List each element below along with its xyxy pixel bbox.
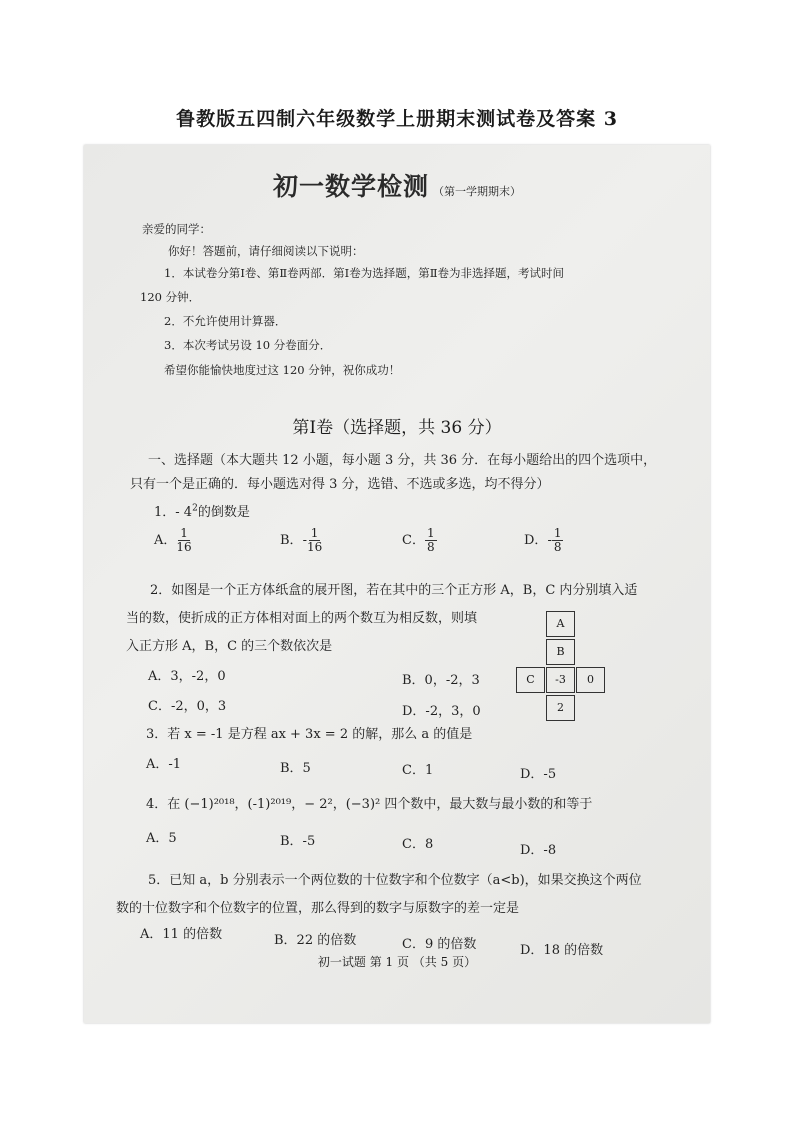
rule-3: 3．本次考试另设 10 分卷面分． [164, 338, 332, 352]
q4-option-b: B．-5 [280, 834, 316, 849]
section-instructions-1: 一、选择题（本大题共 12 小题，每小题 3 分，共 36 分．在每小题给出的四个选项中， [148, 453, 657, 468]
q4-stem: 4．在 (−1)²⁰¹⁸，(-1)²⁰¹⁹，− 2²，(−3)² 四个数中，最大数与最小数的和等于 [146, 797, 593, 812]
part-1-title: 第Ⅰ卷（选择题，共 36 分） [292, 418, 502, 438]
exam-page-photo [84, 145, 710, 1023]
exam-title [84, 167, 710, 203]
cube-net-diagram [516, 611, 606, 721]
q5-stem-line-2: 数的十位数字和个位数字的位置，那么得到的数字与原数字的差一定是 [116, 901, 520, 916]
q3-stem: 3．若 x = -1 是方程 ax + 3x = 2 的解，那么 a 的值是 [146, 727, 473, 742]
q2-option-b: B．0，-2，3 [402, 673, 480, 688]
q5-option-a: A．11 的倍数 [140, 927, 223, 942]
cube-cell-c: C [516, 667, 545, 693]
q3-option-b: B．5 [280, 761, 311, 776]
section-instructions-2: 只有一个是正确的．每小题选对得 3 分，选错、不选或多选，均不得分） [130, 477, 550, 492]
q4-option-c: C．8 [402, 837, 434, 852]
q5-stem-line-1: 5．已知 a，b 分别表示一个两位数的十位数字和个位数字（a<b)，如果交换这个两位 [148, 873, 642, 888]
page-footer: 初一试题 第 1 页 （共 5 页） [317, 955, 477, 969]
q1-stem: 1．- $4^2$的倒数是 [154, 503, 250, 520]
cube-cell-2: 2 [546, 695, 575, 721]
q1-option-d: D．- $\frac{1}{8}$ [524, 526, 562, 554]
exam-title-sub: （第一学期期末） [433, 185, 521, 198]
q1-option-b: B．- $\frac{1}{16}$ [280, 526, 323, 554]
cube-cell-b: B [546, 639, 575, 665]
q1-option-a: A． $\frac{1}{16}$ [154, 526, 192, 554]
rule-2: 2．不允许使用计算器． [164, 314, 287, 328]
exam-title-main: 初一数学检测 [272, 172, 429, 201]
q3-option-d: D．-5 [520, 767, 557, 782]
q1-option-c: C． $\frac{1}{8}$ [402, 526, 435, 554]
q2-stem-line-2: 当的数，使折成的正方体相对面上的两个数互为相反数，则填 [126, 611, 478, 626]
q5-option-d: D．18 的倍数 [520, 943, 604, 958]
rule-1-line-2: 120 分钟． [140, 290, 201, 304]
q2-stem-line-3: 入正方形 A，B，C 的三个数依次是 [126, 639, 333, 654]
intro: 你好！答题前，请仔细阅读以下说明： [168, 244, 364, 258]
document-title: 鲁教版五四制六年级数学上册期末测试卷及答案 3 [176, 108, 618, 130]
q2-stem-line-1: 2．如图是一个正方体纸盒的展开图，若在其中的三个正方形 A，B，C 内分别填入适 [150, 583, 638, 598]
cube-cell-a: A [546, 611, 575, 637]
cube-cell-minus-3: -3 [546, 667, 575, 693]
wish: 希望你能愉快地度过这 120 分钟，祝你成功！ [164, 363, 401, 377]
greeting: 亲爱的同学： [142, 222, 211, 236]
q2-option-c: C．-2，0，3 [148, 699, 227, 714]
q3-option-a: A．-1 [146, 757, 182, 772]
q5-option-b: B．22 的倍数 [274, 933, 357, 948]
q5-option-c: C．9 的倍数 [402, 937, 477, 952]
rule-1-line-1: 1．本试卷分第Ⅰ卷、第Ⅱ卷两部．第Ⅰ卷为选择题，第Ⅱ卷为非选择题，考试时间 [164, 266, 565, 280]
q4-option-a: A．5 [146, 831, 177, 846]
q2-option-d: D．-2，3，0 [402, 704, 481, 719]
q2-option-a: A．3，-2，0 [148, 669, 226, 684]
q3-option-c: C．1 [402, 763, 434, 778]
q4-option-d: D．-8 [520, 843, 557, 858]
cube-cell-0: 0 [576, 667, 605, 693]
